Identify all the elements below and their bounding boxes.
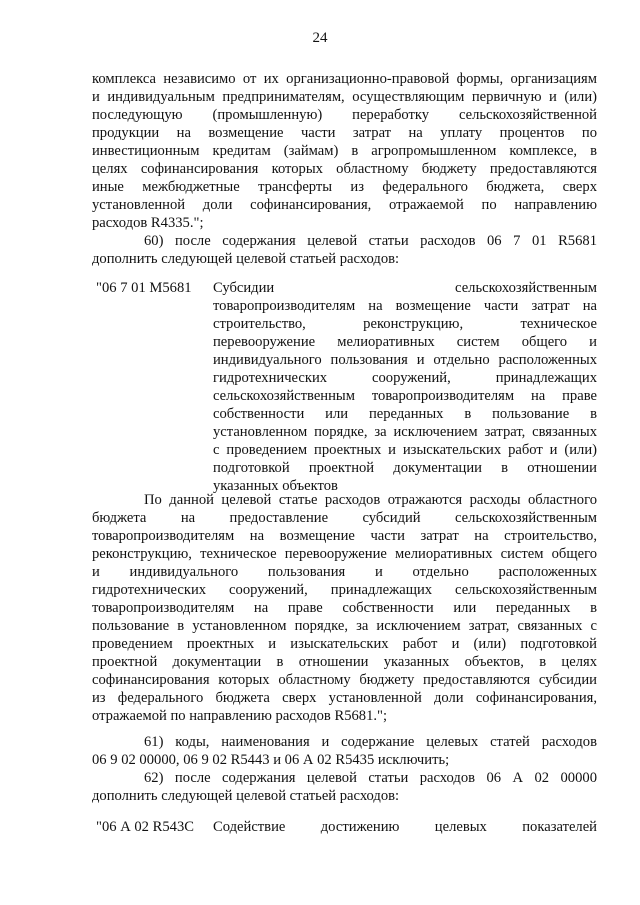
text-line: Содействие достижению целевых показателей: [213, 819, 597, 835]
page-number: 24: [312, 30, 328, 46]
item-60: [92, 232, 597, 268]
text-line: пользование в установленном порядке, за исключением затрат, связанных с: [92, 618, 597, 634]
entry-description: [213, 818, 597, 836]
text-line: последующую (промышленную) переработку сельскохозяйственной: [92, 107, 597, 123]
text-line: 60) после содержания целевой статьи расходов 06 7 01 R5681: [144, 233, 597, 249]
text-line: реконструкцию, техническое перевооружение мелиоративных систем общего: [92, 546, 597, 562]
text-line: дополнить следующей целевой статьей расходов:: [92, 251, 400, 267]
text-line: комплекса независимо от их организационно-правовой формы, организациям: [92, 71, 597, 87]
intro-paragraph: [92, 70, 597, 232]
item-62: [92, 769, 597, 805]
text-line: и индивидуального пользования и отдельно расположенных: [92, 564, 597, 580]
text-line: Субсидии сельскохозяйственным: [213, 280, 597, 296]
text-line: сельскохозяйственным товаропроизводителям на праве: [213, 388, 597, 404]
text-line: отражаемой по направлению расходов R5681.";: [92, 708, 388, 724]
text-line: бюджета на предоставление субсидий сельскохозяйственным: [92, 510, 597, 526]
text-line: собственности или переданных в пользование в: [213, 406, 597, 422]
entry-description: [213, 279, 597, 495]
text-line: 62) после содержания целевой статьи расходов 06 А 02 00000: [144, 770, 597, 786]
text-line: с проведением проектных и изыскательских работ и (или): [213, 442, 597, 458]
text-line: иные межбюджетные трансферты из федерального бюджета, сверх: [92, 179, 597, 195]
text-line: гидротехнических сооружений, принадлежащих сельскохозяйственным: [92, 582, 597, 598]
entry-code: "06 А 02 R543С: [96, 819, 194, 835]
text-line: перевооружение мелиоративных систем общего и: [213, 334, 597, 350]
item-61: [92, 733, 597, 769]
text-line: продукции на возмещение части затрат на уплату процентов по: [92, 125, 597, 141]
text-line: указанных объектов: [213, 478, 338, 494]
text-line: установленной доли софинансирования, отражаемой по направлению: [92, 197, 597, 213]
text-line: софинансирования которых областному бюджету предоставляются субсидии: [92, 672, 597, 688]
text-line: 06 9 02 00000, 06 9 02 R5443 и 06 А 02 R5435 исключить;: [92, 752, 450, 768]
text-line: 61) коды, наименования и содержание целевых статей расходов: [144, 734, 597, 750]
explanation-paragraph: [92, 491, 597, 725]
text-line: проектной документации в отношении указанных объектов, в целях: [92, 654, 597, 670]
text-line: дополнить следующей целевой статьей расходов:: [92, 788, 400, 804]
text-line: и индивидуальным предпринимателям, осуществляющим первичную и (или): [92, 89, 597, 105]
text-line: из федерального бюджета сверх установленной доли софинансирования,: [92, 690, 597, 706]
text-line: установленном порядке, за исключением затрат, связанных: [213, 424, 597, 440]
text-line: гидротехнических сооружений, принадлежащих: [213, 370, 597, 386]
text-line: товаропроизводителям на возмещение части затрат на строительство,: [92, 528, 597, 544]
text-line: расходов R4335.";: [92, 215, 204, 231]
entry-code: "06 7 01 М5681: [96, 280, 192, 296]
text-line: строительство, реконструкцию, техническое: [213, 316, 597, 332]
text-line: инвестиционным кредитам (займам) в агропромышленном комплексе, в: [92, 143, 597, 159]
text-line: По данной целевой статье расходов отражаются расходы областного: [144, 492, 597, 508]
text-line: товаропроизводителям на праве собственности или переданных в: [92, 600, 597, 616]
text-line: товаропроизводителям на возмещение части затрат на: [213, 298, 597, 314]
text-line: подготовкой проектной документации в отношении: [213, 460, 597, 476]
text-line: проведением проектных и изыскательских работ и (или) подготовкой: [92, 636, 597, 652]
text-line: индивидуального пользования и отдельно расположенных: [213, 352, 597, 368]
text-line: целях софинансирования которых областному бюджету предоставляются: [92, 161, 597, 177]
